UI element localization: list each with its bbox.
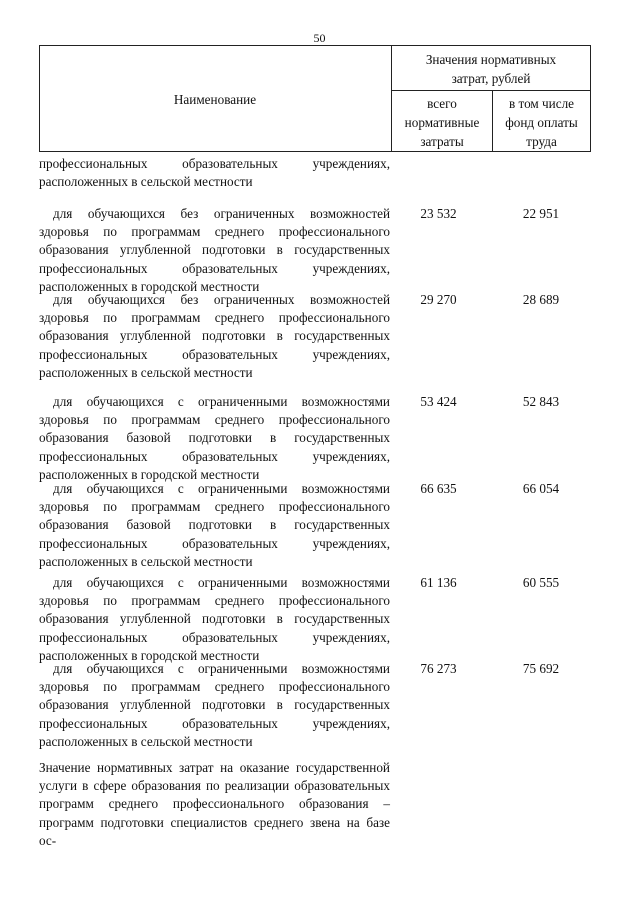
header-bottom-border [39, 151, 591, 152]
row-name: для обучающихся с ограниченными возможностями здоровья по программам среднего профессионального образования базовой подготовки в государственных профессиональных образовательных учреждениях, расположенных в городской местности [39, 394, 390, 482]
header-line: в том числе [508, 96, 575, 111]
row-payroll: 28 689 [522, 292, 560, 307]
row-name: для обучающихся с ограниченными возможностями здоровья по программам среднего профессионального образования углубленной подготовки в государственных профессиональных образовательных учреждениях, расположенных в сельской местности [39, 661, 390, 749]
header-line: труда [526, 134, 557, 149]
row-name: Значение нормативных затрат на оказание государственной услуги в сфере образования по реализации образовательных программ среднего профессионального образования – программ подготовки специалистов среднего звена на базе ос- [39, 760, 390, 848]
header-line: затраты [420, 134, 464, 149]
column-header-name: Наименование [173, 92, 257, 107]
row-payroll: 52 843 [522, 394, 560, 409]
header-line: Значения нормативных [425, 52, 557, 67]
row-payroll: 75 692 [522, 661, 560, 676]
row-name: для обучающихся без ограниченных возможностей здоровья по программам среднего профессионального образования углубленной подготовки в государственных профессиональных образовательных учреждениях, расположенных в сельской местности [39, 292, 390, 380]
row-total: 61 136 [420, 575, 457, 590]
row-total: 76 273 [420, 661, 457, 676]
column-header-payroll [493, 94, 590, 151]
row-total: 29 270 [420, 292, 457, 307]
row-payroll: 22 951 [522, 206, 560, 221]
row-total: 23 532 [420, 206, 457, 221]
row-payroll: 60 555 [522, 575, 560, 590]
row-name: для обучающихся без ограниченных возможностей здоровья по программам среднего профессионального образования углубленной подготовки в государственных профессиональных образовательных учреждениях, расположенных в городской местности [39, 206, 390, 294]
header-line: фонд оплаты [505, 115, 578, 130]
header-top-border [39, 45, 591, 46]
row-total: 66 635 [420, 481, 457, 496]
header-line: нормативные [404, 115, 480, 130]
header-line: всего [427, 96, 457, 111]
column-header-total [392, 94, 492, 151]
row-total: 53 424 [420, 394, 457, 409]
page-number: 50 [313, 31, 326, 45]
header-right-border [590, 45, 591, 152]
row-name: для обучающихся с ограниченными возможностями здоровья по программам среднего профессионального образования базовой подготовки в государственных профессиональных образовательных учреждениях, расположенных в сельской местности [39, 481, 390, 569]
row-name: профессиональных образовательных учреждениях, расположенных в сельской местности [39, 156, 390, 190]
header-line: затрат, рублей [451, 71, 531, 86]
header-divider-group [391, 90, 591, 91]
row-payroll: 66 054 [522, 481, 560, 496]
table-header [39, 45, 591, 152]
column-header-values-group [392, 50, 590, 88]
row-name: для обучающихся с ограниченными возможностями здоровья по программам среднего профессионального образования углубленной подготовки в государственных профессиональных образовательных учреждениях, расположенных в городской местности [39, 575, 390, 663]
